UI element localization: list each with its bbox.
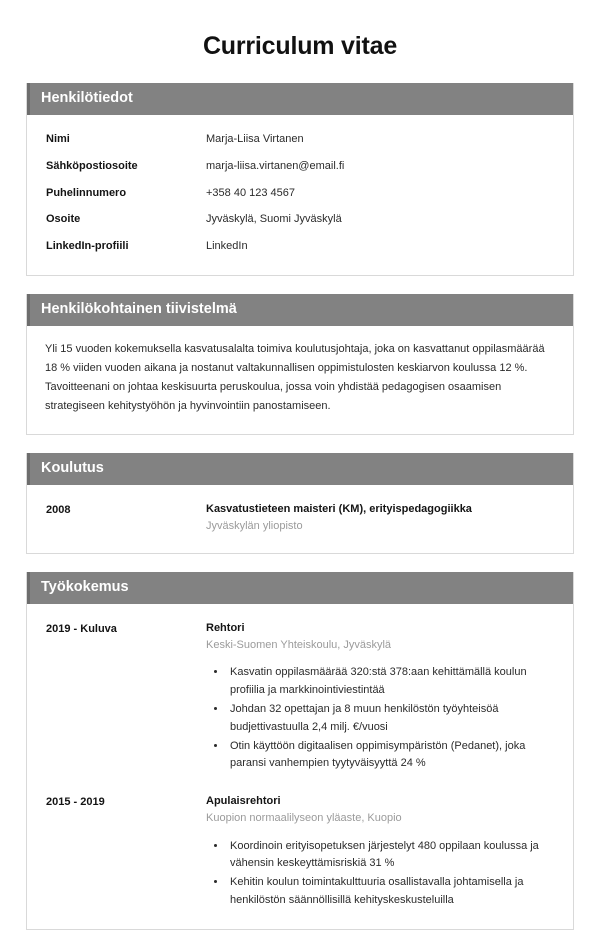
entry-organization: Jyväskylän yliopisto: [206, 520, 303, 533]
table-row: [41, 154, 559, 181]
section-body-education: [27, 485, 573, 552]
entry-period: 2008: [46, 504, 71, 517]
personal-details-table: [41, 127, 559, 261]
entry-title: Apulaisrehtori: [206, 795, 281, 808]
summary-paragraph: Yli 15 vuoden kokemuksella kasvatusalalta toimiva koulutusjohtaja, joka on kasvattanut oppilasmäärää 18 % viiden vuoden aikana ja nostanut valtakunnallisen oppimistulosten keskiarvon koulussa 12 %. Tavoitteenani on johtaa keskisuurta peruskoulua, jossa voin yhdistää pedagogisen osaamisen strategiseen kehitystyöhön ja hyvinvointiin panostamiseen.: [45, 343, 545, 412]
info-label: Nimi: [46, 133, 70, 146]
info-value: +358 40 123 4567: [206, 186, 296, 199]
info-value: Marja-Liisa Virtanen: [206, 133, 304, 146]
info-label: Puhelinnumero: [46, 186, 127, 199]
entry-main: [206, 502, 559, 534]
experience-entry: [41, 778, 559, 915]
page-title: Curriculum vitae: [202, 32, 398, 60]
entry-main: [206, 621, 559, 774]
table-row: [41, 234, 559, 261]
list-item: • Johdan 32 opettajan ja 8 muun henkilöstön työyhteisöä budjettivastuulla 2,4 milj. €/vuosi: [227, 701, 559, 737]
section-heading-personal-details: Henkilötiedot: [27, 83, 573, 115]
table-row: [41, 127, 559, 154]
table-row: [41, 207, 559, 234]
info-label: Osoite: [46, 213, 81, 226]
list-item: • Otin käyttöön digitaalisen oppimisympäristön (Pedanet), joka paransi vanhempien tyytyväisyyttä 24 %: [227, 738, 559, 774]
entry-organization: Kuopion normaalilyseon yläaste, Kuopio: [206, 812, 402, 825]
entry-achievements-list: [206, 664, 559, 773]
info-value[interactable]: marja-liisa.virtanen@email.fi: [206, 159, 345, 172]
experience-entry: [41, 616, 559, 778]
section-work-experience: [26, 572, 574, 930]
section-heading-work-experience: Työkokemus: [27, 572, 573, 604]
info-value: Jyväskylä, Suomi Jyväskylä: [206, 213, 342, 226]
section-body-personal-summary: [27, 326, 573, 434]
personal-details-rows: [41, 127, 559, 261]
section-education: [26, 453, 574, 554]
linkedin-profile-link[interactable]: LinkedIn: [206, 240, 248, 253]
list-item: • Kehitin koulun toimintakulttuuria osallistavalla johtamisella ja henkilöstön säännöllisillä kehityskeskusteluilla: [227, 874, 559, 910]
entry-organization: Keski-Suomen Yhteiskoulu, Jyväskylä: [206, 638, 392, 651]
entry-title: Rehtori: [206, 622, 245, 635]
education-entry: [41, 497, 559, 538]
list-item: • Koordinoin erityisopetuksen järjestelyt 480 oppilaan koulussa ja vähensin keskeyttämisriskiä 31 %: [227, 838, 559, 874]
section-body-personal-details: [27, 115, 573, 275]
section-personal-details: [26, 83, 574, 276]
entry-title: Kasvatustieteen maisteri (KM), erityispedagogiikka: [206, 503, 472, 516]
entry-period: 2019 - Kuluva: [46, 623, 117, 636]
list-item: • Kasvatin oppilasmäärää 320:stä 378:aan kehittämällä koulun profiilia ja markkinointiviestintää: [227, 664, 559, 700]
section-body-work-experience: [27, 604, 573, 929]
entry-period: 2015 - 2019: [46, 796, 105, 809]
section-heading-education: Koulutus: [27, 453, 573, 485]
section-personal-summary: [26, 294, 574, 435]
info-label: Sähköpostiosoite: [46, 159, 138, 172]
section-heading-personal-summary: Henkilökohtainen tiivistelmä: [27, 294, 573, 326]
table-row: [41, 181, 559, 208]
entry-main: [206, 794, 559, 911]
info-label: LinkedIn-profiili: [46, 240, 129, 253]
entry-achievements-list: [206, 838, 559, 910]
